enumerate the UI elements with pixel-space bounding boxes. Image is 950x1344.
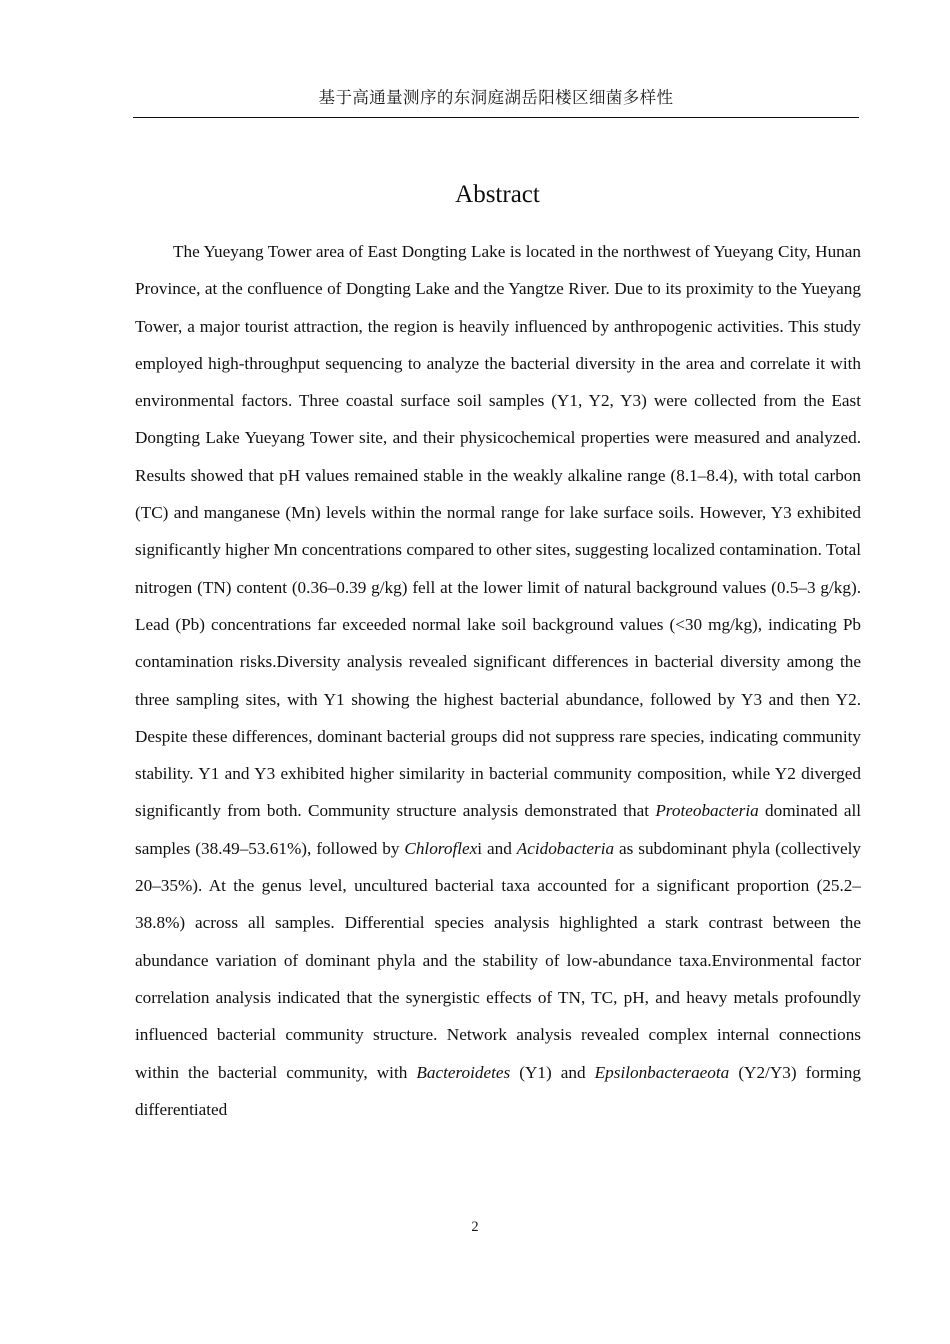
header-divider-rule	[133, 117, 859, 118]
page-title: Abstract	[455, 181, 540, 208]
abstract-body	[135, 233, 861, 1165]
page-number: 2	[471, 1219, 479, 1235]
scientific-name: Bacteroidetes	[416, 1062, 511, 1082]
running-header-title: 基于高通量测序的东洞庭湖岳阳楼区细菌多样性	[318, 88, 674, 107]
scientific-name: Proteobacteria	[655, 801, 759, 821]
scientific-name: Epsilonbacteraeota	[594, 1062, 730, 1082]
abstract-paragraph: The Yueyang Tower area of East Dongting Lake is located in the northwest of Yueyang City, Hunan Province, at the confluence of Dongting Lake and the Yangtze River. Due to its proximity to the Yueyang Tower, a major tourist attraction, the region is heavily influenced by anthropogenic activities. This study employed high-throughput sequencing to analyze the bacterial diversity in the area and correlate it with environmental factors. Three coastal surface soil samples (Y1, Y2, Y3) were collected from the East Dongting Lake Yueyang Tower site, and their physicochemical properties were measured and analyzed. Results showed that pH values remained stable in the weakly alkaline range (8.1–8.4), with total carbon (TC) and manganese (Mn) levels within the normal range for lake surface soils. However, Y3 exhibited significantly higher Mn concentrations compared to other sites, suggesting localized contamination. Total nitrogen (TN) content (0.36–0.39 g/kg) fell at the lower limit of natural background values (0.5–3 g/kg). Lead (Pb) concentrations far exceeded normal lake soil background values (<30 mg/kg), indicating Pb contamination risks.Diversity analysis revealed significant differences in bacterial diversity among the three sampling sites, with Y1 showing the highest bacterial abundance, followed by Y3 and then Y2. Despite these differences, dominant bacterial groups did not suppress rare species, indicating community stability. Y1 and Y3 exhibited higher similarity in bacterial community composition, while Y2 diverged significantly from both. Community structure analysis demonstrated that Proteobacteria dominated all samples (38.49–53.61%), followed by Chloroflexi and Acidobacteria as subdominant phyla (collectively 20–35%). At the genus level, uncultured bacterial taxa accounted for a significant proportion (25.2–38.8%) across all samples. Differential species analysis highlighted a stark contrast between the abundance variation of dominant phyla and the stability of low-abundance taxa.Environmental factor correlation analysis indicated that the synergistic effects of TN, TC, pH, and heavy metals profoundly influenced bacterial community structure. Network analysis revealed complex internal connections within the bacterial community, with Bacteroidetes (Y1) and Epsilonbacteraeota (Y2/Y3) forming differentiated	[135, 242, 862, 1119]
scientific-name: Acidobacteria	[516, 838, 615, 858]
running-header	[133, 86, 859, 111]
scientific-name: Chloroflex	[404, 838, 478, 858]
